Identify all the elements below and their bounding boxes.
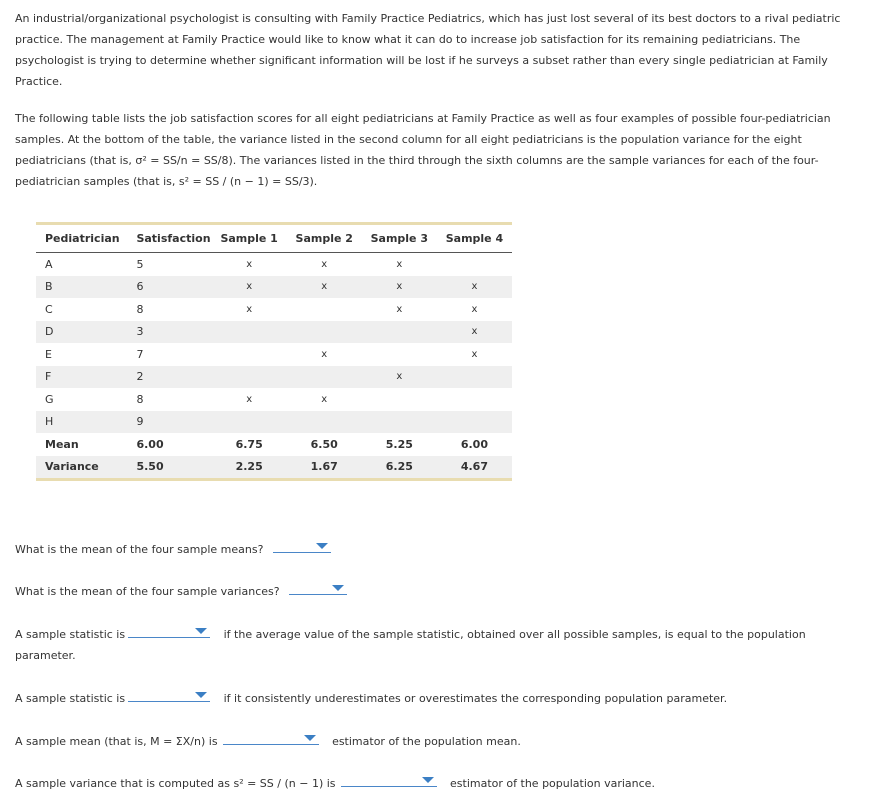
pediatrician-cell: A	[45, 257, 53, 271]
sample-1-cell: x	[212, 276, 287, 299]
satisfaction-table	[36, 222, 512, 481]
table-row	[36, 343, 512, 366]
question-text-before: A sample mean (that is, M = ΣX/n) is	[15, 735, 218, 748]
table-row	[36, 298, 512, 321]
question-mean-of-sample-means	[15, 539, 855, 560]
table-row	[36, 388, 512, 411]
sample-1-cell	[212, 366, 287, 389]
sample-1-cell	[212, 321, 287, 344]
sample-2-cell: x	[321, 393, 328, 405]
satisfaction-cell: 9	[136, 411, 211, 434]
table-row	[36, 321, 512, 344]
question-biased-definition	[15, 688, 855, 709]
question-text-before: A sample statistic is	[15, 628, 126, 641]
sample-1-cell: x	[246, 258, 253, 270]
question-mean-of-sample-variances	[15, 581, 855, 602]
sample-4-cell	[437, 366, 512, 389]
answer-dropdown-4[interactable]	[128, 688, 210, 702]
pediatrician-cell: G	[45, 392, 54, 406]
satisfaction-cell: 6	[136, 276, 211, 299]
sample-4-cell: x	[471, 303, 478, 315]
pediatrician-cell: H	[36, 411, 136, 434]
table-row	[36, 276, 512, 299]
sample-1-cell: x	[246, 303, 253, 315]
mean-sample-3: 5.25	[385, 437, 413, 451]
sample-2-cell	[287, 366, 362, 389]
sample-2-cell	[287, 298, 362, 321]
sample-3-cell	[362, 321, 437, 344]
header-sample-3: Sample 3	[362, 225, 437, 253]
header-sample-1: Sample 1	[212, 225, 287, 253]
sample-2-cell	[287, 321, 362, 344]
question-text-after: estimator of the population variance.	[450, 777, 655, 790]
variance-sample-3: 6.25	[362, 456, 437, 479]
sample-3-cell: x	[362, 366, 437, 389]
chevron-down-icon	[316, 543, 328, 549]
header-sample-4: Sample 4	[437, 225, 512, 253]
table-row	[36, 253, 512, 276]
mean-row	[36, 433, 512, 456]
sample-2-cell: x	[287, 276, 362, 299]
sample-4-cell	[437, 253, 512, 276]
chevron-down-icon	[195, 692, 207, 698]
pediatrician-cell: D	[36, 321, 136, 344]
question-sample-mean-estimator	[15, 731, 855, 752]
sample-3-cell: x	[396, 258, 403, 270]
variance-row	[36, 456, 512, 479]
question-text-after: if the average value of the sample statistic, obtained over all possible samples, is equal to the population parameter.	[15, 628, 806, 662]
answer-dropdown-3[interactable]	[128, 624, 210, 638]
sample-4-cell: x	[471, 348, 478, 360]
question-text-after: estimator of the population mean.	[332, 735, 521, 748]
sample-2-cell: x	[321, 258, 328, 270]
mean-sample-4: 6.00	[460, 437, 488, 451]
answer-dropdown-6[interactable]	[341, 773, 437, 787]
sample-3-cell	[362, 388, 437, 411]
sample-3-cell	[362, 343, 437, 366]
question-sample-variance-estimator	[15, 773, 855, 794]
sample-2-cell: x	[321, 348, 328, 360]
variance-label: Variance	[36, 456, 136, 479]
sample-1-cell: x	[246, 393, 253, 405]
sample-1-cell	[212, 411, 287, 434]
pediatrician-cell: B	[36, 276, 136, 299]
answer-dropdown-1[interactable]	[273, 539, 331, 553]
mean-satisfaction: 6.00	[136, 437, 164, 451]
sample-4-cell: x	[437, 276, 512, 299]
header-satisfaction: Satisfaction	[136, 225, 211, 253]
answer-dropdown-5[interactable]	[223, 731, 319, 745]
sample-3-cell: x	[396, 303, 403, 315]
chevron-down-icon	[422, 777, 434, 783]
sample-3-cell: x	[362, 276, 437, 299]
mean-sample-1: 6.75	[235, 437, 263, 451]
question-text: What is the mean of the four sample means?	[15, 543, 264, 556]
satisfaction-cell: 8	[136, 302, 144, 316]
table-row	[36, 366, 512, 389]
question-text-after: if it consistently underestimates or overestimates the corresponding population parameter.	[223, 692, 728, 705]
question-text-before: A sample variance that is computed as s² = SS / (n − 1) is	[15, 777, 336, 790]
sample-4-cell	[437, 388, 512, 411]
intro-paragraph-1: An industrial/organizational psychologist is consulting with Family Practice Pediatrics, which has just lost several of its best doctors to a rival pediatric practice. The management at Family Practice would like to know what it can do to increase job satisfaction for its remaining pediatricians. The psychologist is trying to determine whether significant information will be lost if he surveys a subset rather than every single pediatrician at Family Practice.	[15, 12, 841, 88]
pediatrician-cell: E	[45, 347, 52, 361]
sample-4-cell	[437, 411, 512, 434]
pediatrician-cell: F	[36, 366, 136, 389]
satisfaction-cell: 2	[136, 366, 211, 389]
satisfaction-cell: 3	[136, 321, 211, 344]
sample-3-cell	[362, 411, 437, 434]
sample-2-cell	[287, 411, 362, 434]
header-pediatrician: Pediatrician	[36, 225, 136, 253]
header-sample-2: Sample 2	[287, 225, 362, 253]
variance-sample-1: 2.25	[212, 456, 287, 479]
chevron-down-icon	[195, 628, 207, 634]
variance-satisfaction: 5.50	[136, 456, 211, 479]
sample-4-cell: x	[437, 321, 512, 344]
pediatrician-cell: C	[45, 302, 53, 316]
satisfaction-cell: 5	[136, 257, 144, 271]
chevron-down-icon	[332, 585, 344, 591]
table-row	[36, 411, 512, 434]
question-unbiased-definition	[15, 624, 855, 666]
question-text-before: A sample statistic is	[15, 692, 126, 705]
mean-label: Mean	[45, 437, 79, 451]
question-text: What is the mean of the four sample variances?	[15, 585, 280, 598]
answer-dropdown-2[interactable]	[289, 581, 347, 595]
variance-sample-4: 4.67	[437, 456, 512, 479]
mean-sample-2: 6.50	[310, 437, 338, 451]
chevron-down-icon	[304, 735, 316, 741]
intro-paragraph-2: The following table lists the job satisfaction scores for all eight pediatricians at Family Practice as well as four examples of possible four-pediatrician samples. At the bottom of the table, the variance listed in the second column for all eight pediatricians is the population variance for the eight pediatricians (that is, σ² = SS/n = SS/8). The variances listed in the third through the sixth columns are the sample variances for each of the four-pediatrician samples (that is, s² = SS / (n − 1) = SS/3).	[15, 112, 831, 188]
satisfaction-cell: 7	[136, 347, 144, 361]
variance-sample-2: 1.67	[287, 456, 362, 479]
satisfaction-cell: 8	[136, 392, 144, 406]
sample-1-cell	[212, 343, 287, 366]
